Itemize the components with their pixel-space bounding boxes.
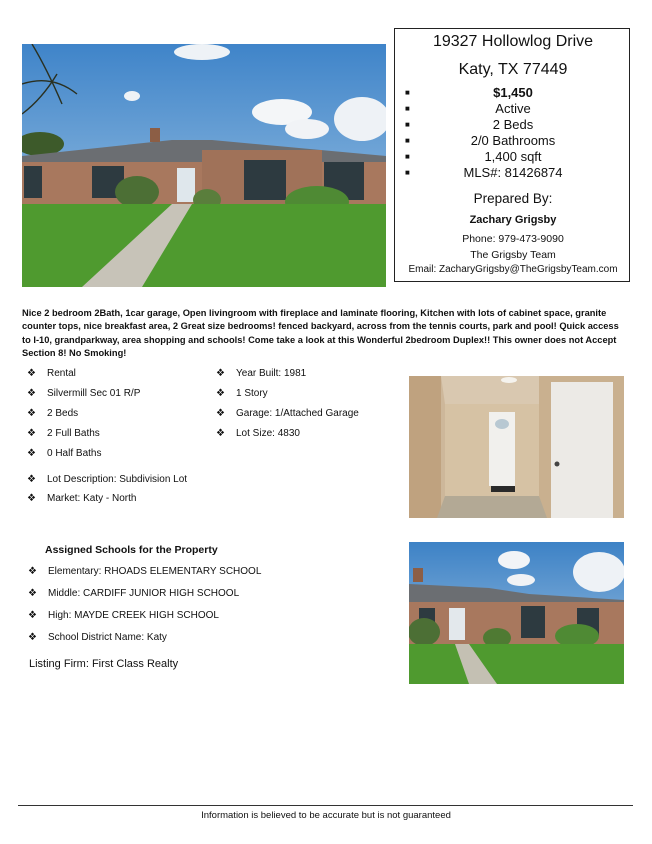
spec-text: 1,400 sqft <box>484 149 542 164</box>
diamond-bullet-icon: ❖ <box>27 368 36 379</box>
feature-text: Silvermill Sec 01 R/P <box>47 388 141 399</box>
feature-item <box>28 565 261 579</box>
feature-text: Year Built: 1981 <box>236 368 307 379</box>
diamond-bullet-icon: ❖ <box>216 388 225 399</box>
property-summary-box <box>394 28 630 282</box>
spec-item <box>395 85 631 101</box>
diamond-bullet-icon: ❖ <box>216 368 225 379</box>
interior-photo <box>409 376 624 518</box>
feature-item <box>27 387 140 401</box>
feature-item <box>216 407 359 421</box>
feature-item <box>27 427 100 441</box>
spec-item <box>395 117 631 133</box>
diamond-bullet-icon: ❖ <box>216 428 225 439</box>
spec-text: Active <box>495 101 531 116</box>
diamond-bullet-icon: ❖ <box>27 493 36 504</box>
feature-item <box>27 407 78 421</box>
agent-team: The Grigsby Team <box>470 249 556 261</box>
diamond-bullet-icon: ❖ <box>27 448 36 459</box>
diamond-bullet-icon: ❖ <box>28 588 37 599</box>
spec-text: $1,450 <box>493 85 533 100</box>
feature-item <box>28 609 219 623</box>
diamond-bullet-icon: ❖ <box>28 610 37 621</box>
footer-divider <box>18 805 633 806</box>
schools-title: Assigned Schools for the Property <box>45 544 218 556</box>
square-bullet-icon: ■ <box>405 152 410 161</box>
diamond-bullet-icon: ❖ <box>216 408 225 419</box>
diamond-bullet-icon: ❖ <box>28 632 37 643</box>
feature-text: 1 Story <box>236 388 268 399</box>
feature-text: Elementary: RHOADS ELEMENTARY SCHOOL <box>48 566 262 577</box>
square-bullet-icon: ■ <box>405 120 410 129</box>
feature-item <box>27 447 101 461</box>
feature-text: 0 Half Baths <box>47 448 102 459</box>
exterior-photo <box>409 542 624 684</box>
feature-text: 2 Beds <box>47 408 79 419</box>
square-bullet-icon: ■ <box>405 88 410 97</box>
feature-item <box>27 367 76 381</box>
feature-text: Middle: CARDIFF JUNIOR HIGH SCHOOL <box>48 588 240 599</box>
spec-list <box>395 85 631 181</box>
diamond-bullet-icon: ❖ <box>27 474 36 485</box>
agent-name: Zachary Grigsby <box>469 214 557 226</box>
spec-item <box>395 133 631 149</box>
feature-item <box>28 587 239 601</box>
spec-text: MLS#: 81426874 <box>463 165 563 180</box>
spec-item <box>395 149 631 165</box>
diamond-bullet-icon: ❖ <box>27 428 36 439</box>
feature-item <box>27 473 187 487</box>
spec-item <box>395 165 631 181</box>
square-bullet-icon: ■ <box>405 168 410 177</box>
feature-text: Garage: 1/Attached Garage <box>236 408 359 419</box>
property-description: Nice 2 bedroom 2Bath, 1car garage, Open livingroom with fireplace and laminate flooring, Kitchen with lots of cabinet space, granite counter tops, nice breakfast area, 2 Great size bedrooms! fenced backyard, across from the tennis courts, park and pool! Quick access to I-10, grandparkway, area shopping and schools! Come take a look at this Wonderful 2bedroom Duplex!! This owner does not Accept Section 8! No Smoking! <box>22 308 619 359</box>
feature-item <box>216 367 306 381</box>
diamond-bullet-icon: ❖ <box>28 566 37 577</box>
spec-item <box>395 101 631 117</box>
agent-phone: Phone: 979-473-9090 <box>462 233 564 245</box>
feature-text: Lot Description: Subdivision Lot <box>47 474 188 485</box>
feature-item <box>216 427 300 441</box>
footer-disclaimer: Information is believed to be accurate but is not guaranteed <box>201 810 451 821</box>
city-state-zip: Katy, TX 77449 <box>458 61 568 78</box>
diamond-bullet-icon: ❖ <box>27 408 36 419</box>
feature-text: 2 Full Baths <box>47 428 100 439</box>
agent-email: Email: ZacharyGrigsby@TheGrigsbyTeam.com <box>408 264 618 275</box>
square-bullet-icon: ■ <box>405 104 410 113</box>
diamond-bullet-icon: ❖ <box>27 388 36 399</box>
spec-text: 2/0 Bathrooms <box>470 133 556 148</box>
feature-text: Market: Katy - North <box>47 493 137 504</box>
feature-text: Rental <box>47 368 76 379</box>
listing-firm: Listing Firm: First Class Realty <box>29 658 179 670</box>
main-house-photo <box>22 44 386 287</box>
feature-text: Lot Size: 4830 <box>236 428 300 439</box>
street-address: 19327 Hollowlog Drive <box>432 33 594 50</box>
square-bullet-icon: ■ <box>405 136 410 145</box>
feature-text: High: MAYDE CREEK HIGH SCHOOL <box>48 610 219 621</box>
feature-item <box>27 492 136 506</box>
feature-item <box>216 387 268 401</box>
prepared-by-title: Prepared By: <box>473 191 553 206</box>
feature-item <box>28 631 167 645</box>
spec-text: 2 Beds <box>492 117 534 132</box>
feature-text: School District Name: Katy <box>48 632 167 643</box>
